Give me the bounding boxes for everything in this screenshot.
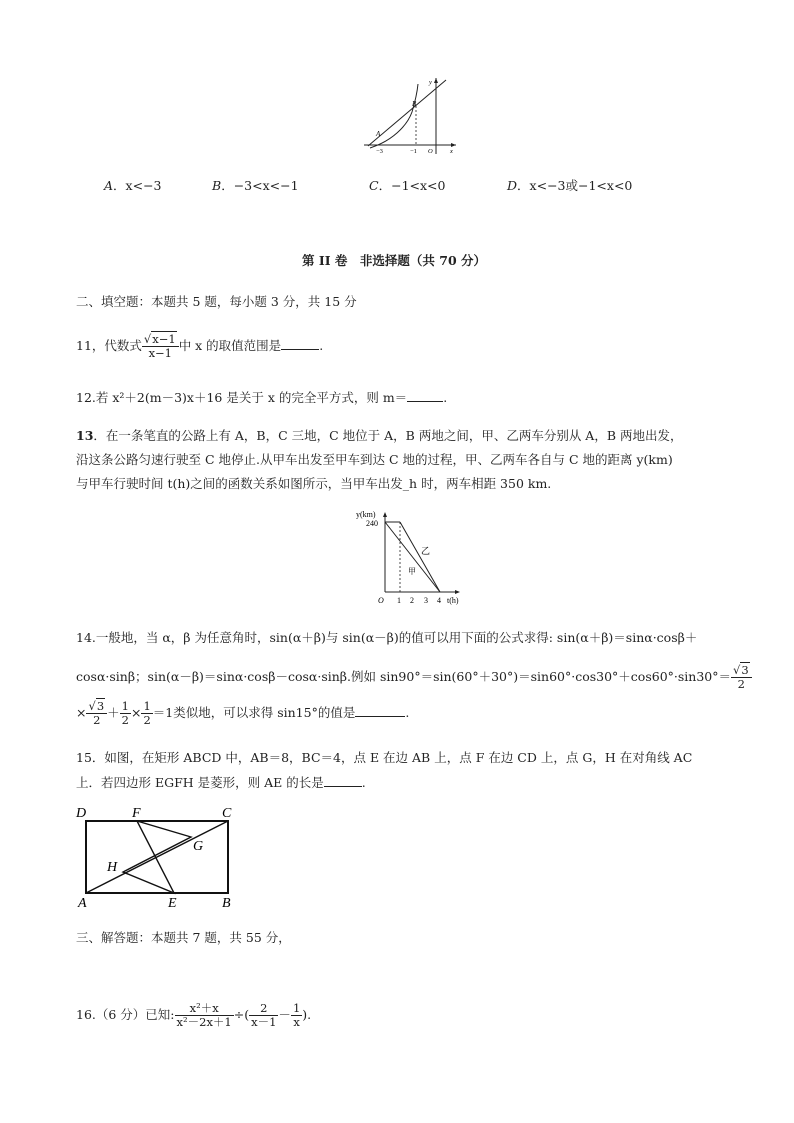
label-A: A [376,130,381,138]
q10-graph [362,76,458,156]
label-F: F [132,806,141,821]
label-D: D [76,806,87,821]
q14-line1: 14.一般地，当 α，β 为任意角时，sin(α＋β)与 sin(α－β)的值可以用下面的公式求得: sin(α＋β)＝sinα·cosβ＋ [76,630,698,645]
q11: 11，代数式 $\frac{√x-1}{x-1}$ 中 x 的取值范围是 . [76,332,324,360]
label-E: E [168,896,177,909]
q15-line2: 上．若四边形 EGFH 是菱形，则 AE 的长是 . [76,775,366,790]
x-tick-3: 3 [424,596,428,605]
label-C: C [222,806,232,821]
label-B: B [412,100,417,108]
option-a: A．x<−3 [104,178,162,193]
q13-line3: 与甲车行驶时间 t(h)之间的函数关系如图所示，当甲车出发_h 时，两车相距 350 km. [76,476,552,491]
y-label: y(km) [356,510,376,519]
q13-graph [354,508,470,608]
x-axis-arrow [455,590,460,594]
x-tick-2: 2 [410,596,414,605]
q13-line1: 13．在一条笔直的公路上有 A，B，C 三地，C 地位于 A，B 两地之间，甲、乙两车分别从 A，B 两地出发， [76,428,683,443]
q16: 16.（6 分）已知: $\frac{\text{x²＋x}}{\text{x²－2x＋1}}$ ÷( $\frac{2}{x-1}$ － $\frac{1}{x}$ ). [76,1001,312,1029]
y-axis-arrow [383,512,387,517]
q15-rectangle-figure [74,803,244,909]
label-neg1: −1 [410,148,417,155]
line-jia [385,522,440,592]
x-label: t(h) [447,596,459,605]
label-A: A [78,896,87,909]
label-G: G [193,839,204,854]
line-yi [400,522,440,592]
option-d: D．x<−3或−1<x<0 [507,178,633,193]
q14-line3: × $\frac{√3}{2}$ ＋ $\frac{1}{2}$ × $\frac{1}{2}$ ＝1类似地，可以求得 sin15°的值是 . [76,699,410,727]
y-axis-arrow [434,78,438,83]
label-yi: 乙 [421,546,431,556]
fill-heading: 二、填空题：本题共 5 题，每小题 3 分，共 15 分 [76,294,357,309]
q15-line1: 15．如图，在矩形 ABCD 中，AB＝8，BC＝4，点 E 在边 AB 上，点 F 在边 CD 上，点 G，H 在对角线 AC [76,750,693,765]
label-x: x [450,148,453,155]
label-neg3: −3 [376,148,383,155]
solve-heading: 三、解答题：本题共 7 题，共 55 分， [76,930,291,945]
label-H: H [107,860,118,875]
label-y: y [429,79,432,86]
x-tick-4: 4 [437,596,441,605]
section2-title: 第 II 卷 非选择题（共 70 分） [302,253,486,268]
q14-line2: cosα·sinβ；sin(α－β)＝sinα·cosβ－cosα·sinβ.例如 sin90°＝sin(60°＋30°)＝sin60°·cos30°＋cos60°·sin30°＝ $\frac{√3}{2}$ [76,664,752,691]
x-tick-1: 1 [397,596,401,605]
label-B: B [222,896,231,909]
label-O: O [428,148,433,155]
q12: 12.若 x²＋2(m－3)x＋16 是关于 x 的完全平方式，则 m＝ . [76,390,448,405]
option-b: B．−3<x<−1 [212,178,299,193]
x-axis-arrow [451,143,456,147]
diagonal-ac [86,821,228,893]
option-c: C．−1<x<0 [369,178,446,193]
y-tick: 240 [366,519,378,528]
q13-line2: 沿这条公路匀速行驶至 C 地停止.从甲车出发至甲车到达 C 地的过程，甲、乙两车各自与 C 地的距离 y(km) [76,452,673,467]
label-jia: 甲 [408,567,416,576]
origin: O [378,596,384,605]
